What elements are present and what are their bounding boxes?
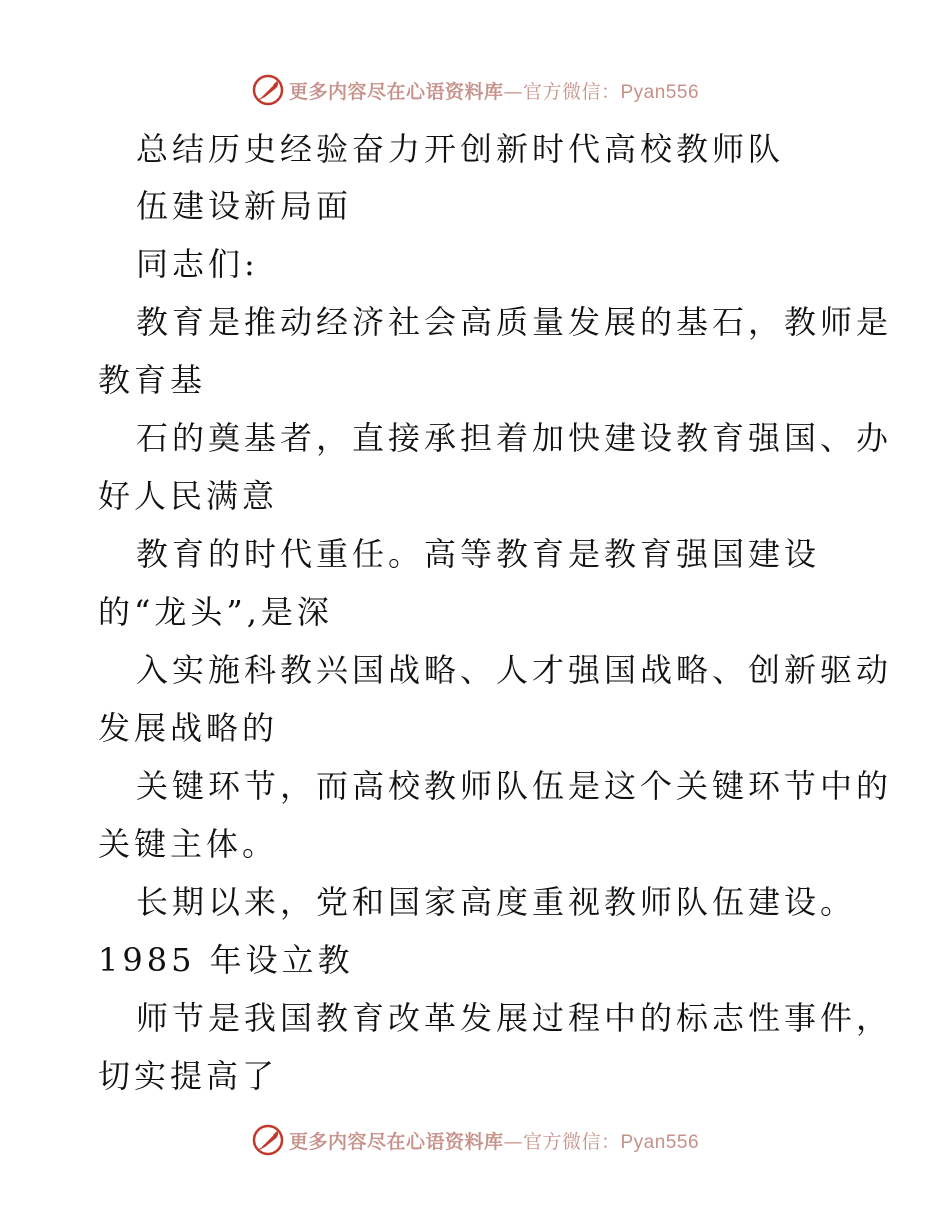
feather-pen-logo-icon: [251, 73, 285, 107]
paragraph-line: 1985 年设立教: [98, 941, 354, 979]
feather-pen-logo-icon: [251, 1123, 285, 1157]
banner-promo-text: 更多内容尽在心语资料库: [288, 1130, 504, 1153]
banner-separator: —: [503, 1130, 523, 1153]
paragraph-line: 石的奠基者，直接承担着加快建设教育强国、办: [136, 419, 893, 457]
paragraph-line: 的“龙头”,是深: [98, 593, 333, 631]
banner-wechat-label: 官方微信：: [522, 80, 621, 103]
paragraph-line: 入实施科教兴国战略、人才强国战略、创新驱动: [136, 651, 893, 689]
paragraph-line: 关键主体。: [98, 825, 279, 863]
footer-banner: [0, 1120, 950, 1160]
banner-wechat-id: Pyan556: [620, 81, 700, 103]
paragraph-line: 教育的时代重任。高等教育是教育强国建设: [136, 535, 821, 573]
banner-text: [289, 1127, 699, 1154]
paragraph-line: 师节是我国教育改革发展过程中的标志性事件，: [136, 999, 893, 1037]
salutation: 同志们:: [136, 245, 259, 283]
banner-text: [289, 77, 699, 104]
banner-separator: —: [503, 80, 523, 103]
banner-promo-text: 更多内容尽在心语资料库: [288, 80, 504, 103]
banner-wechat-label: 官方微信：: [522, 1130, 621, 1153]
banner-wechat-id: Pyan556: [620, 1131, 700, 1153]
doc-title-line-2: 伍建设新局面: [136, 187, 353, 225]
paragraph-line: 好人民满意: [98, 477, 279, 515]
paragraph-line: 切实提高了: [98, 1057, 279, 1095]
paragraph-line: 长期以来，党和国家高度重视教师队伍建设。: [136, 883, 857, 921]
paragraph-line: 关键环节，而高校教师队伍是这个关键环节中的: [136, 767, 893, 805]
header-banner: [0, 70, 950, 110]
paragraph-line: 教育是推动经济社会高质量发展的基石，教师是: [136, 303, 893, 341]
paragraph-line: 教育基: [98, 361, 207, 399]
paragraph-line: 发展战略的: [98, 709, 279, 747]
doc-title-line-1: 总结历史经验奋力开创新时代高校教师队: [136, 130, 785, 168]
